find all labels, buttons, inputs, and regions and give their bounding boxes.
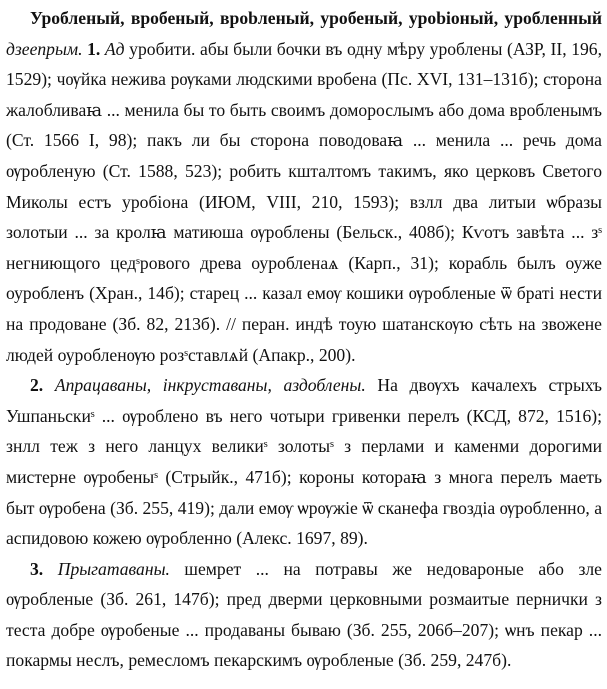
sense-2-paragraph bbox=[6, 370, 602, 554]
sense-1-text: уробити. абы были бочки въ одну мѣру уроблены (АЗР, II, 196, 1529); чѹйка неживa рѹками людскими вробена (Пс. XVI, 131–131б); сторона жалобливаꙗ ... менила бы то быть своимъ доморослымъ або дома врoбленымъ (Ст. 1566 I, 98); пакъ ли бы сторона поводоваꙗ ... менила ... речь дома ѹробленую (Ст. 1588, 523); робить кшталтомъ такимъ, яко церковъ Светого Миколы естъ уробiона (ИЮМ, VIII, 210, 1593); взлл два литыи ѡбразы золотыи ... за кролꙗ матиюша ѹроблены (Бельск., 408б); Кѵотъ завѣта ... зˢ негниющого цедˢрового древа оуробленаѧ (Карп., 31); корабль былъ оуже оуробленъ (Хран., 14б); старец ... казал емѹ кошики ѹробленые ѿ братi нести на продоване (Зб. 82, 213б). // перан. индѣ тоую шатанскѹю сѣть на звожене людей оуробленѹю розˢставлѧй (Апакр., 200). bbox=[6, 38, 602, 365]
sense-3-text: шемрет ... на потравы же недовароные або зле ѹробленые (Зб. 261, 147б); пред дверми церковными розмаитые пернички з теста добре ѹробеные ... продаваны бываю (Зб. 255, 206б–207); ѡнъ пекар ... покармы неслъ, ремесломъ пекарскимъ ѹробленые (Зб. 259, 247б). bbox=[6, 558, 602, 671]
sense-3-gloss: Прыгатаваны. bbox=[57, 558, 170, 579]
part-of-speech: дзеепрым. bbox=[6, 38, 83, 59]
sense-1-gloss: Ад bbox=[104, 38, 125, 59]
sense-2-gloss: Апрацаваны, інкруставаны, аздоблены. bbox=[54, 375, 366, 396]
sense-3-number: 3. bbox=[30, 558, 44, 579]
sense-2-text: На двѹхъ качалехъ стрыхъ Ушпаньскиˢ ... ѹроблено въ него чотыри гривенки перелъ (КСД, 872, 1516); знлл теж з него ланцух великиˢ золотыˢ з перлами и каменми дорогими мистерне ѹробеныˢ (Стрыйк., 471б); короны котораꙗ з многа перелъ маеть быт ѹробена (Зб. 255, 419); дали емѹ ѡрѹжiе ѿ сканефа гвоздiа ѹробленно, а аспидовою кожею ѹробленно (Алекс. 1697, 89). bbox=[6, 375, 603, 549]
headword: Уробленый, вробеный, врobленый, уробеный, урobioный, уроблeнный bbox=[30, 8, 602, 28]
sense-3-paragraph bbox=[6, 554, 602, 676]
sense-1-number: 1. bbox=[87, 38, 101, 59]
sense-1-paragraph bbox=[6, 3, 602, 370]
sense-2-number: 2. bbox=[30, 375, 44, 396]
dictionary-entry bbox=[6, 3, 602, 676]
